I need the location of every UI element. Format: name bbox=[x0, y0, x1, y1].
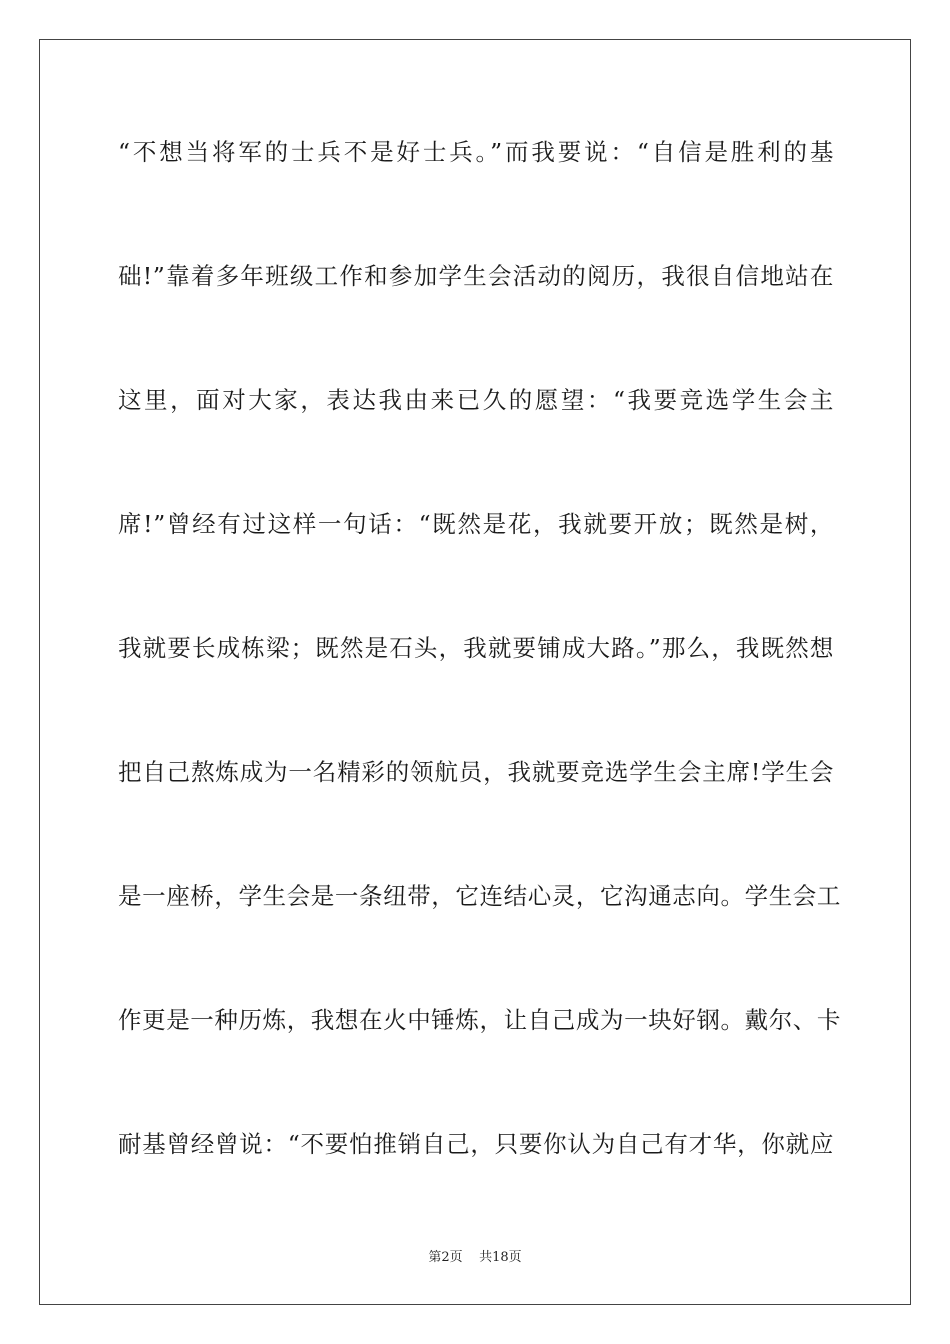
text-line: 是一座桥，学生会是一条纽带，它连结心灵，它沟通志向。学生会工 bbox=[118, 882, 841, 910]
text-line: 我就要长成栋梁；既然是石头，我就要铺成大路。”那么，我既然想 bbox=[118, 634, 834, 662]
page-number: 第2页 bbox=[428, 1250, 463, 1265]
text-line: 础!”靠着多年班级工作和参加学生会活动的阅历，我很自信地站在 bbox=[118, 262, 834, 290]
page-total: 共18页 bbox=[479, 1250, 522, 1265]
text-line: 作更是一种历炼，我想在火中锤炼，让自己成为一块好钢。戴尔、卡 bbox=[118, 1006, 841, 1034]
text-line: 把自己熬炼成为一名精彩的领航员，我就要竞选学生会主席!学生会 bbox=[118, 758, 834, 786]
text-line: “不想当将军的士兵不是好士兵。”而我要说：“自信是胜利的基 bbox=[118, 138, 834, 166]
text-line: 这里，面对大家，表达我由来已久的愿望：“我要竞选学生会主 bbox=[118, 386, 834, 414]
page-footer bbox=[0, 1246, 950, 1265]
text-line: 席!”曾经有过这样一句话：“既然是花，我就要开放；既然是树， bbox=[118, 510, 834, 538]
text-line: 耐基曾经曾说：“不要怕推销自己，只要你认为自己有才华，你就应 bbox=[118, 1130, 834, 1158]
body-text bbox=[118, 128, 841, 1244]
